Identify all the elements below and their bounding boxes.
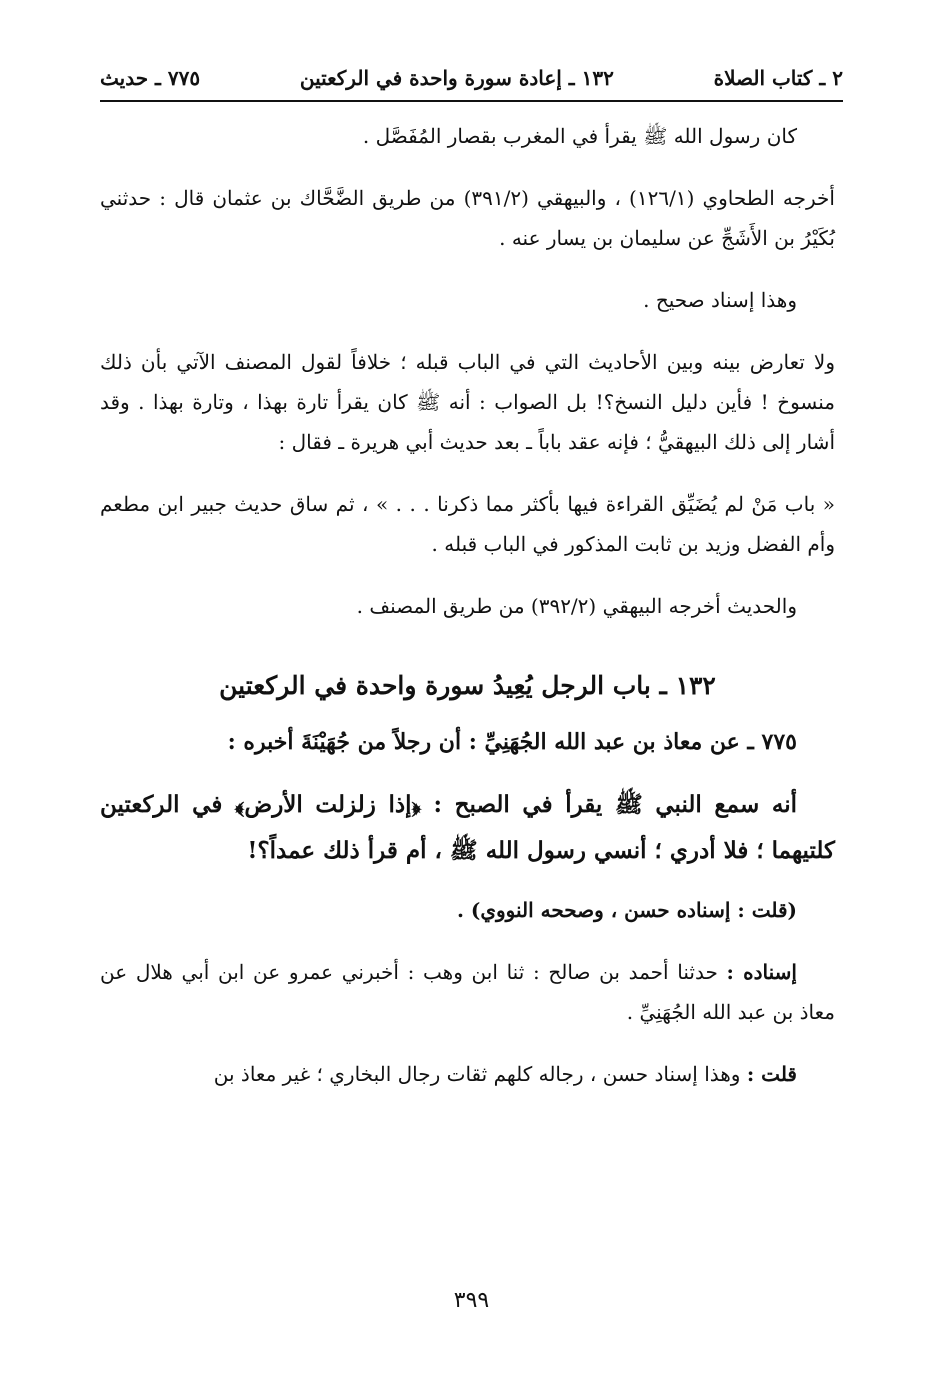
header-book-title: ٢ ـ كتاب الصلاة <box>713 66 843 90</box>
chapter-title: ١٣٢ ـ باب الرجل يُعِيدُ سورة واحدة في الركعتين <box>219 671 716 700</box>
paragraph-bayhaqi-quote: « باب مَنْ لم يُضَيِّق القراءة فيها بأكثر مما ذكرنا . . . » ، ثم ساق حديث جبير ابن مطعم وأم الفضل وزيد بن ثابت المذكور في الباب قبله . <box>100 492 835 556</box>
comment-label: قلت : <box>746 1062 797 1086</box>
running-header <box>100 58 843 98</box>
paragraph-discussion: ولا تعارض بينه وبين الأحاديث التي في الباب قبله ؛ خلافاً لقول المصنف الآتي بأن ذلك منسوخ ! فأين دليل النسخ؟! بل الصواب : أنه ﷺ كان يقرأ تارة بهذا ، وتارة بهذا . وقد أشار إلى ذلك البيهقيُّ ؛ فإنه عقد باباً ـ بعد حديث أبي هريرة ـ فقال : <box>100 350 835 454</box>
header-hadith-number: ٧٧٥ ـ حديث <box>100 66 201 90</box>
comment-text: وهذا إسناد حسن ، رجاله كلهم ثقات رجال البخاري ؛ غير معاذ بن <box>213 1062 747 1086</box>
paragraph-takhrij: أخرجه الطحاوي (١٢٦/١) ، والبيهقي (٣٩١/٢) من طريق الضَّحَّاك بن عثمان قال : حدثني بُكَيْرُ بن الأَشَجِّ عن سليمان بن يسار عنه . <box>100 186 835 250</box>
paragraph-hadith-fragment: كان رسول الله ﷺ يقرأ في المغرب بقصار المُفَصَّل . <box>362 124 797 148</box>
paragraph-source: والحديث أخرجه البيهقي (٣٩٢/٢) من طريق المصنف . <box>356 594 797 618</box>
paragraph-isnad <box>100 952 835 1032</box>
paragraph-comment <box>100 1054 835 1094</box>
hadith-heading: ٧٧٥ ـ عن معاذ بن عبد الله الجُهَنِيِّ : أن رجلاً من جُهَيْنَةَ أخبره : <box>227 729 797 755</box>
page-number: ٣٩٩ <box>453 1288 490 1313</box>
isnad-label: إسناده : <box>726 960 797 984</box>
paragraph-isnad-grade: وهذا إسناد صحيح . <box>643 288 797 312</box>
header-chapter-title: ١٣٢ ـ إعادة سورة واحدة في الركعتين <box>299 66 614 90</box>
hadith-text: أنه سمع النبي ﷺ يقرأ في الصبح : ﴿إذا زلزلت الأرض﴾ في الركعتين كلتيهما ؛ فلا أدري ؛ أنسي رسول الله ﷺ ، أم قرأ ذلك عمداً؟! <box>100 791 835 864</box>
header-divider <box>100 100 843 102</box>
isnad-text: حدثنا أحمد بن صالح : ثنا ابن وهب : أخبرني عمرو عن ابن أبي هلال عن معاذ بن عبد الله الجُهَنِيِّ . <box>100 960 835 1024</box>
page-body <box>100 116 835 1094</box>
hadith-grade-note: (قلت : إسناده حسن ، وصححه النووي) . <box>456 898 797 922</box>
